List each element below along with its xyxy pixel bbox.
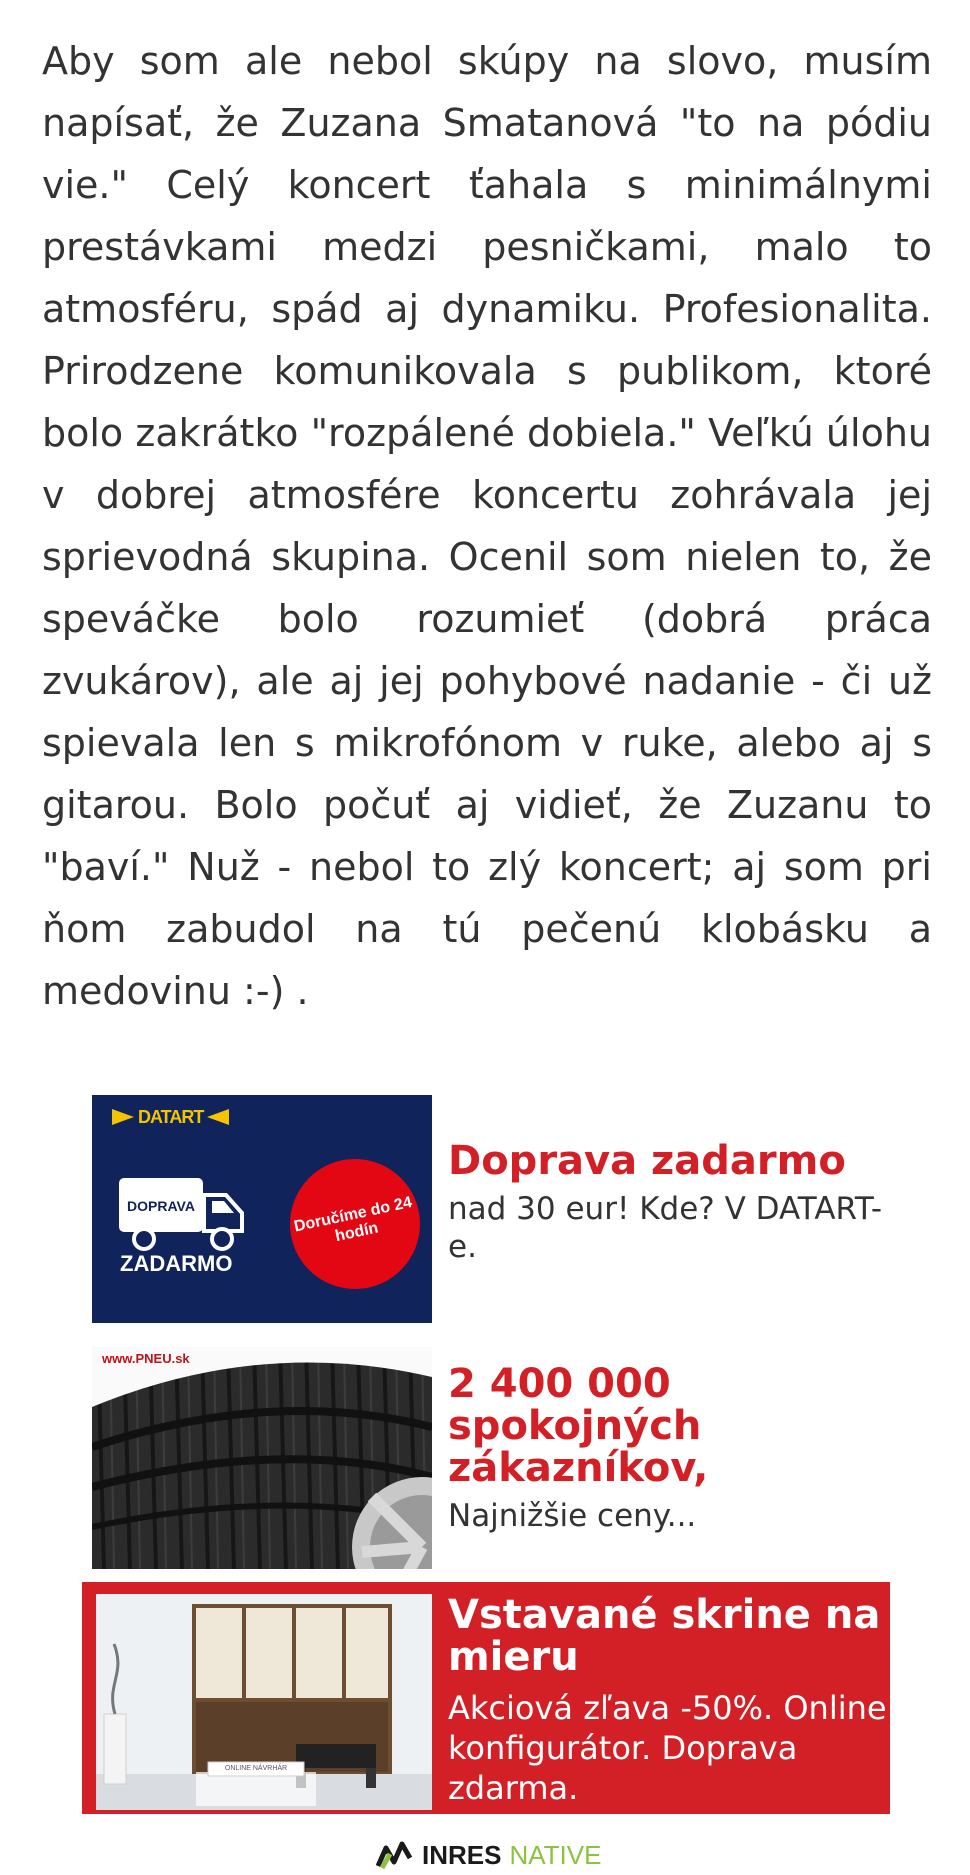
ad-wardrobes-image[interactable] xyxy=(96,1594,432,1810)
ad-wardrobes[interactable] xyxy=(82,1582,890,1814)
wardrobe-illustration xyxy=(96,1594,432,1810)
ad-datart-title[interactable]: Doprava zadarmo xyxy=(448,1138,846,1184)
wardrobe-sign: ONLINE NÁVRHÁR xyxy=(224,1765,288,1772)
article-paragraph: Aby som ale nebol skúpy na slovo, musím napísať, že Zuzana Smatanová "to na pódiu vie." Celý koncert ťahala s minimálnymi prestávkami medzi pesničkami, malo to atmosféru, spád aj dynamiku. Profesionalita. Prirodzene komunikovala s publikom, ktoré bolo zakrátko "rozpálené dobiela." Veľkú úlohu v dobrej atmosfére koncertu zohrávala jej sprievodná skupina. Ocenil som nielen to, že speváčke bolo rozumieť (dobrá práca zvukárov), ale aj jej pohybové nadanie - či už spievala len s mikrofónom v ruke, alebo aj s gitarou. Bolo počuť aj vidieť, že Zuzanu to "baví." Nuž - nebol to zlý koncert; aj som pri ňom zabudol na tú pečenú klobásku a medovinu :-) . xyxy=(42,39,932,1013)
ad-wardrobes-title[interactable]: Vstavané skrine na mieru xyxy=(448,1592,881,1680)
pneu-site-label: www.PNEU.sk xyxy=(102,1351,190,1366)
ad-pneu-title[interactable]: 2 400 000 spokojných zákazníkov, xyxy=(448,1361,709,1491)
datart-caption: ZADARMO xyxy=(120,1251,233,1276)
ad-datart-desc[interactable]: nad 30 eur! Kde? V DATART-e. xyxy=(448,1191,883,1265)
truck-label: DOPRAVA xyxy=(127,1198,195,1214)
ad-pneu[interactable] xyxy=(92,1347,892,1569)
inres-native-logo[interactable] xyxy=(376,1838,601,1872)
ad-datart-image[interactable] xyxy=(92,1095,432,1323)
ad-pneu-desc[interactable]: Najnižšie ceny... xyxy=(448,1498,697,1534)
ad-wardrobes-desc[interactable]: Akciová zľava -50%. Online konfigurátor. Doprava zdarma. xyxy=(448,1689,887,1807)
truck-icon xyxy=(118,1177,248,1253)
inres-brand-secondary: NATIVE xyxy=(509,1839,602,1870)
tire-icon xyxy=(92,1347,432,1569)
inres-logo-icon xyxy=(376,1840,416,1870)
datart-logo: DATART xyxy=(112,1105,229,1129)
inres-brand-primary: INRES xyxy=(422,1839,502,1870)
delivery-badge: Doručíme do 24 hodín xyxy=(278,1147,432,1301)
ad-datart[interactable] xyxy=(92,1095,892,1323)
ad-pneu-image[interactable] xyxy=(92,1347,432,1569)
